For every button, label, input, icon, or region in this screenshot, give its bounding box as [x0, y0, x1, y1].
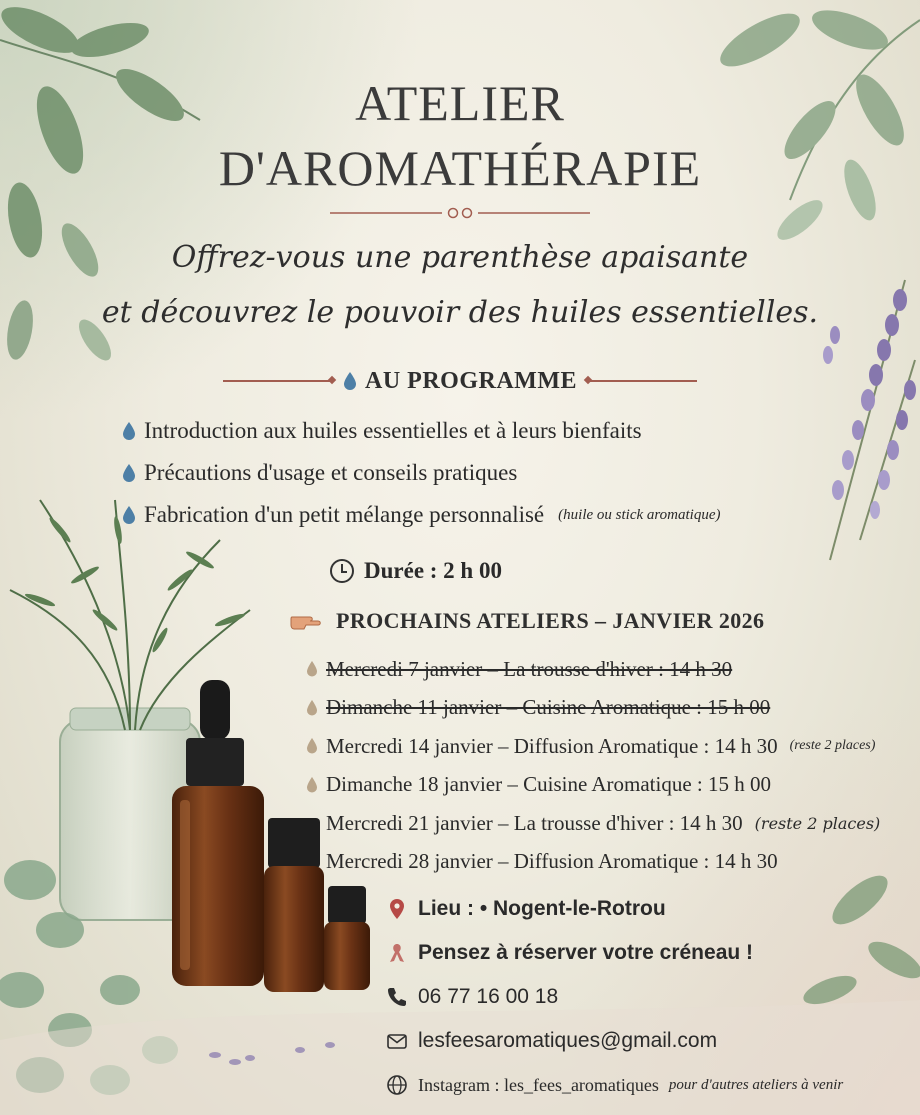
list-item: [306, 689, 916, 728]
list-item: [306, 804, 916, 843]
reserve-row: [386, 931, 916, 975]
instagram-note: pour d'autres ateliers à venir: [668, 1076, 844, 1093]
session-text: Dimanche 18 janvier – Cuisine Aromatique : 15 h 00: [326, 772, 771, 797]
session-text: Mercredi 21 janvier – La trousse d'hiver : 14 h 30: [326, 810, 743, 835]
program-item-text: Précautions d'usage et conseils pratiques: [144, 460, 518, 485]
water-drop-icon: [306, 738, 318, 754]
location-row: [386, 887, 916, 931]
title-line-1: ATELIER: [355, 75, 565, 131]
water-drop-icon: [306, 777, 318, 793]
heading-rule-left: [223, 380, 333, 382]
list-item: [122, 452, 822, 494]
duration-text: Durée : 2 h 00: [364, 558, 502, 583]
next-sessions-heading-text: PROCHAINS ATELIERS – JANVIER 2026: [336, 608, 765, 633]
program-heading: [343, 368, 577, 395]
globe-icon: [386, 1074, 408, 1096]
session-text: Mercredi 28 janvier – Diffusion Aromatique : 14 h 30: [326, 849, 778, 874]
list-item: [306, 727, 916, 766]
water-drop-icon: [122, 464, 136, 482]
list-item: [122, 494, 822, 536]
phone-icon: [386, 986, 408, 1008]
ribbon-icon: [386, 942, 408, 964]
next-sessions-heading: [290, 604, 764, 638]
water-drop-icon: [306, 661, 318, 677]
program-item-text: Introduction aux huiles essentielles et à leurs bienfaits: [144, 418, 642, 443]
email-text[interactable]: lesfeesaromatiques@gmail.com: [418, 1029, 718, 1052]
mail-icon: [386, 1030, 408, 1052]
clock-icon: [330, 559, 354, 583]
water-drop-icon: [122, 506, 136, 524]
list-item: [306, 650, 916, 689]
pointing-hand-icon: [290, 611, 322, 631]
heading-rule-right: [587, 380, 697, 382]
session-text: Mercredi 14 janvier – Diffusion Aromatique : 14 h 30: [326, 733, 778, 758]
contact-info: [386, 887, 916, 1107]
sessions-list: [306, 650, 916, 881]
phone-text[interactable]: 06 77 16 00 18: [418, 985, 559, 1008]
phone-row[interactable]: [386, 975, 916, 1019]
reserve-text: Pensez à réserver votre créneau !: [418, 941, 754, 964]
duration: [330, 554, 502, 588]
instagram-text[interactable]: Instagram : les_fees_aromatiques: [418, 1074, 659, 1095]
ornament-divider: [330, 206, 590, 220]
program-list: [122, 410, 822, 536]
program-heading-row: [190, 364, 730, 398]
subtitle-line-2: et découvrez le pouvoir des huiles essentielles.: [101, 295, 819, 330]
list-item: [122, 410, 822, 452]
instagram-row[interactable]: [386, 1063, 916, 1107]
program-heading-text: AU PROGRAMME: [365, 367, 577, 394]
water-drop-icon: [122, 422, 136, 440]
map-pin-icon: [386, 898, 408, 920]
water-drop-icon: [343, 372, 357, 390]
email-row[interactable]: [386, 1019, 916, 1063]
title-line-2: D'AROMATHÉRAPIE: [218, 140, 702, 196]
program-item-note: (huile ou stick aromatique): [558, 506, 721, 523]
program-item-text: Fabrication d'un petit mélange personnalisé: [144, 502, 545, 527]
water-drop-icon: [306, 700, 318, 716]
session-note: (reste 2 places): [789, 738, 876, 754]
subtitle-line-1: Offrez-vous une parenthèse apaisante: [171, 240, 749, 275]
session-text: Mercredi 7 janvier – La trousse d'hiver : 14 h 30: [326, 656, 733, 681]
session-note: (reste 2 places): [754, 813, 881, 833]
list-item: [306, 766, 916, 805]
list-item: [306, 843, 916, 882]
location-text: Lieu : • Nogent-le-Rotrou: [418, 897, 666, 920]
session-text: Dimanche 11 janvier – Cuisine Aromatique : 15 h 00: [326, 695, 771, 720]
